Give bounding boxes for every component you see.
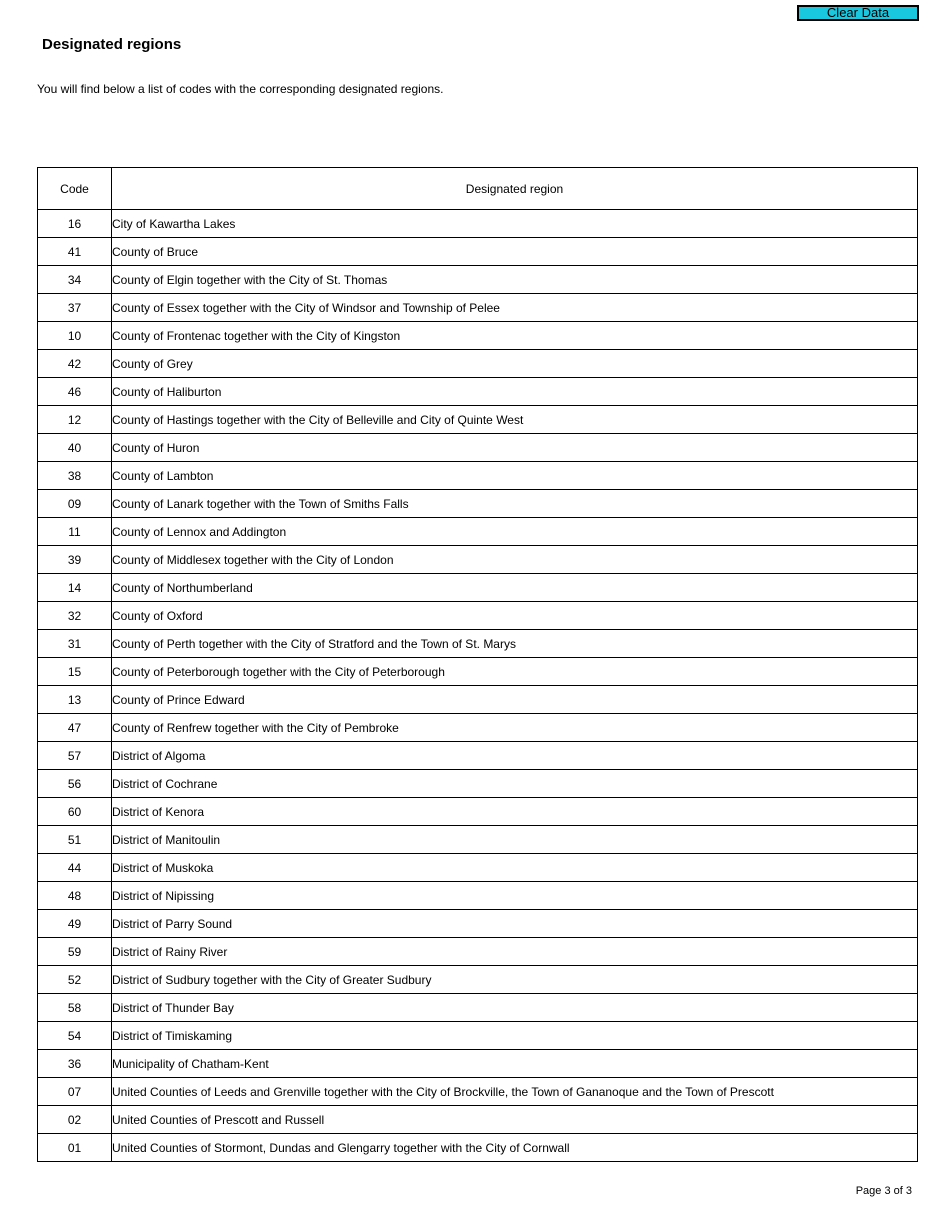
region-code-cell: 41 [38, 238, 112, 266]
region-name-cell: County of Grey [112, 350, 918, 378]
region-code-cell: 09 [38, 490, 112, 518]
table-row [38, 266, 918, 294]
region-name-cell: District of Rainy River [112, 938, 918, 966]
clear-data-button[interactable]: Clear Data [797, 5, 919, 21]
region-code-cell: 12 [38, 406, 112, 434]
table-row [38, 518, 918, 546]
table-row [38, 378, 918, 406]
region-code-cell: 51 [38, 826, 112, 854]
region-code-cell: 59 [38, 938, 112, 966]
region-name-cell: District of Cochrane [112, 770, 918, 798]
table-row [38, 574, 918, 602]
table-row [38, 406, 918, 434]
region-name-cell: District of Manitoulin [112, 826, 918, 854]
table-header-row [38, 168, 918, 210]
table-row [38, 826, 918, 854]
region-name-cell: County of Hastings together with the City of Belleville and City of Quinte West [112, 406, 918, 434]
region-name-cell: District of Timiskaming [112, 1022, 918, 1050]
regions-table-body [38, 210, 918, 1162]
region-name-cell: District of Thunder Bay [112, 994, 918, 1022]
region-name-cell: Municipality of Chatham-Kent [112, 1050, 918, 1078]
region-name-cell: County of Oxford [112, 602, 918, 630]
region-code-cell: 54 [38, 1022, 112, 1050]
region-code-cell: 57 [38, 742, 112, 770]
region-name-cell: County of Haliburton [112, 378, 918, 406]
page-title: Designated regions [42, 36, 182, 53]
table-row [38, 1106, 918, 1134]
region-name-cell: City of Kawartha Lakes [112, 210, 918, 238]
region-code-cell: 36 [38, 1050, 112, 1078]
table-row [38, 490, 918, 518]
region-name-cell: District of Nipissing [112, 882, 918, 910]
region-code-cell: 37 [38, 294, 112, 322]
regions-table [37, 167, 918, 1162]
table-row [38, 882, 918, 910]
region-name-cell: County of Prince Edward [112, 686, 918, 714]
region-name-cell: District of Parry Sound [112, 910, 918, 938]
table-row [38, 714, 918, 742]
region-code-cell: 39 [38, 546, 112, 574]
table-row [38, 294, 918, 322]
intro-text: You will find below a list of codes with the corresponding designated regions. [37, 82, 444, 96]
table-row [38, 938, 918, 966]
region-code-cell: 15 [38, 658, 112, 686]
region-code-cell: 42 [38, 350, 112, 378]
region-code-cell: 34 [38, 266, 112, 294]
table-row [38, 854, 918, 882]
region-name-cell: United Counties of Prescott and Russell [112, 1106, 918, 1134]
region-name-cell: County of Middlesex together with the City of London [112, 546, 918, 574]
column-header-region: Designated region [112, 168, 918, 210]
region-name-cell: County of Perth together with the City of Stratford and the Town of St. Marys [112, 630, 918, 658]
region-code-cell: 01 [38, 1134, 112, 1162]
table-row [38, 238, 918, 266]
column-header-code: Code [38, 168, 112, 210]
table-row [38, 658, 918, 686]
table-row [38, 602, 918, 630]
region-code-cell: 11 [38, 518, 112, 546]
table-row [38, 630, 918, 658]
region-code-cell: 60 [38, 798, 112, 826]
region-code-cell: 58 [38, 994, 112, 1022]
region-name-cell: County of Northumberland [112, 574, 918, 602]
region-name-cell: District of Sudbury together with the City of Greater Sudbury [112, 966, 918, 994]
table-row [38, 1134, 918, 1162]
region-name-cell: County of Bruce [112, 238, 918, 266]
region-name-cell: County of Renfrew together with the City of Pembroke [112, 714, 918, 742]
region-name-cell: District of Algoma [112, 742, 918, 770]
region-code-cell: 10 [38, 322, 112, 350]
region-code-cell: 02 [38, 1106, 112, 1134]
page-number: Page 3 of 3 [855, 1185, 912, 1197]
region-code-cell: 44 [38, 854, 112, 882]
table-row [38, 462, 918, 490]
table-row [38, 350, 918, 378]
table-row [38, 686, 918, 714]
region-code-cell: 16 [38, 210, 112, 238]
region-name-cell: United Counties of Stormont, Dundas and Glengarry together with the City of Cornwall [112, 1134, 918, 1162]
region-name-cell: County of Elgin together with the City of St. Thomas [112, 266, 918, 294]
region-code-cell: 56 [38, 770, 112, 798]
table-row [38, 1050, 918, 1078]
table-row [38, 210, 918, 238]
table-row [38, 546, 918, 574]
region-name-cell: County of Frontenac together with the City of Kingston [112, 322, 918, 350]
region-code-cell: 49 [38, 910, 112, 938]
region-name-cell: County of Lanark together with the Town of Smiths Falls [112, 490, 918, 518]
table-row [38, 910, 918, 938]
table-row [38, 1022, 918, 1050]
region-name-cell: County of Peterborough together with the City of Peterborough [112, 658, 918, 686]
region-code-cell: 46 [38, 378, 112, 406]
region-name-cell: District of Muskoka [112, 854, 918, 882]
table-row [38, 322, 918, 350]
region-code-cell: 32 [38, 602, 112, 630]
region-code-cell: 13 [38, 686, 112, 714]
region-code-cell: 38 [38, 462, 112, 490]
table-row [38, 966, 918, 994]
region-name-cell: District of Kenora [112, 798, 918, 826]
table-row [38, 434, 918, 462]
table-row [38, 798, 918, 826]
table-row [38, 1078, 918, 1106]
region-name-cell: County of Lambton [112, 462, 918, 490]
region-code-cell: 31 [38, 630, 112, 658]
region-code-cell: 52 [38, 966, 112, 994]
table-row [38, 742, 918, 770]
region-name-cell: County of Lennox and Addington [112, 518, 918, 546]
region-code-cell: 48 [38, 882, 112, 910]
table-row [38, 770, 918, 798]
region-code-cell: 40 [38, 434, 112, 462]
table-row [38, 994, 918, 1022]
region-code-cell: 14 [38, 574, 112, 602]
region-name-cell: County of Essex together with the City of Windsor and Township of Pelee [112, 294, 918, 322]
region-name-cell: United Counties of Leeds and Grenville together with the City of Brockville, the Town of Gananoque and the Town of Prescott [112, 1078, 918, 1106]
region-name-cell: County of Huron [112, 434, 918, 462]
region-code-cell: 07 [38, 1078, 112, 1106]
region-code-cell: 47 [38, 714, 112, 742]
